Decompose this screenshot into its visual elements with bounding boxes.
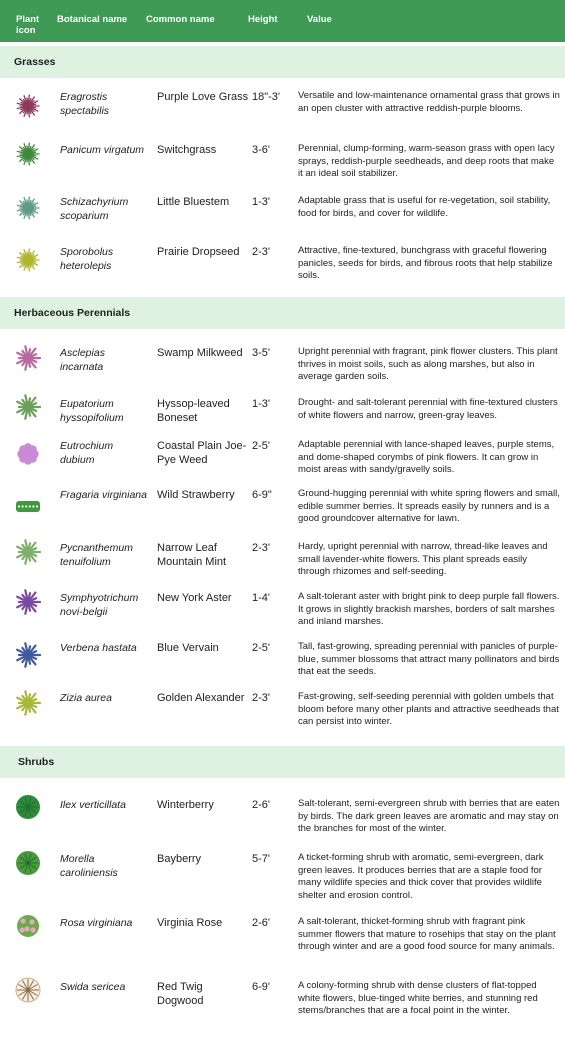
botanical-name: Panicum virgatum: [60, 144, 145, 156]
shrub-canopy-icon: [15, 794, 41, 825]
botanical-name: Eupatorium hyssopifolium: [60, 398, 124, 424]
grass-burst-icon: [15, 247, 41, 278]
common-name: Winterberry: [157, 799, 214, 811]
plant-value: Hardy, upright perennial with narrow, thread-like leaves and small lavender-white flowers. This plant spreads easily through rhizomes and self-seeding.: [298, 541, 548, 578]
common-name: Bayberry: [157, 853, 202, 865]
plant-value: Adaptable perennial with lance-shaped leaves, purple stems, and dome-shaped corymbs of pink flowers. It can grow in moist areas with sandy/gravelly soils.: [298, 439, 555, 476]
branch-shrub-icon: [15, 977, 41, 1008]
common-name: Coastal Plain Joe-Pye Weed: [157, 440, 247, 466]
table-header: [0, 0, 565, 42]
botanical-name: Eragrostis spectabilis: [60, 91, 110, 117]
plant-value: Upright perennial with fragrant, pink flower clusters. This plant thrives in moist soils, such as along marshes, but also in average garden soils.: [298, 346, 558, 383]
common-name: New York Aster: [157, 592, 232, 604]
shrub-canopy-icon: [15, 850, 41, 881]
flower-cluster-icon: [15, 441, 41, 472]
plant-value: Versatile and low-maintenance ornamental grass that grows in an open cluster with attractive reddish-purple blooms.: [298, 90, 560, 114]
botanical-name: Zizia aurea: [60, 692, 112, 704]
botanical-name: Rosa virginiana: [60, 917, 133, 929]
botanical-name: Fragaria virginiana: [60, 489, 147, 501]
plant-value: Attractive, fine-textured, bunchgrass with graceful flowering panicles, seeds for birds, and fibrous roots that help stabilize soils.: [298, 245, 553, 282]
common-name: Little Bluestem: [157, 196, 230, 208]
botanical-name: Eutrochium dubium: [60, 440, 114, 466]
grass-burst-icon: [15, 195, 41, 226]
plant-height: 2-6': [252, 917, 270, 929]
plant-value: Fast-growing, self-seeding perennial with golden umbels that bloom before many other plants and attractive seedheads that can persist into winter.: [298, 691, 559, 728]
plant-height: 6-9': [252, 981, 270, 993]
plant-value: A salt-tolerant, thicket-forming shrub with fragrant pink summer flowers that mature to rosehips that stay on the plant through winter and are a good food source for many animals.: [298, 916, 556, 953]
botanical-name: Morella caroliniensis: [60, 853, 118, 879]
plant-value: Drought- and salt-tolerant perennial with fine-textured clusters of white flowers and narrow, green-gray leaves.: [298, 397, 558, 421]
common-name: Swamp Milkweed: [157, 347, 243, 359]
common-name: Golden Alexander: [157, 692, 245, 704]
plant-value: Adaptable grass that is useful for re-vegetation, soil stability, food for birds, and cover for wildlife.: [298, 195, 551, 219]
plant-height: 2-5': [252, 642, 270, 654]
plant-height: 2-3': [252, 542, 270, 554]
plant-value: Salt-tolerant, semi-evergreen shrub with berries that are eaten by birds. The dark green leaves are aromatic and may stay on the branches for most of the winter.: [298, 798, 560, 835]
header-botanical-name: Botanical name: [57, 14, 128, 25]
grass-burst-icon: [15, 93, 41, 124]
plant-height: 6-9": [252, 489, 272, 501]
common-name: Switchgrass: [157, 144, 217, 156]
perennial-star-icon: [15, 539, 41, 570]
plant-height: 3-6': [252, 144, 270, 156]
common-name: Narrow Leaf Mountain Mint: [157, 542, 227, 568]
header-height: Height: [248, 14, 278, 25]
common-name: Blue Vervain: [157, 642, 219, 654]
botanical-name: Sporobolus heterolepis: [60, 246, 114, 272]
plant-value: Tall, fast-growing, spreading perennial with panicles of purple-blue, summer blossoms that attract many pollinators and birds that eat the seeds.: [298, 641, 560, 678]
header-plant-icon: Plant icon: [16, 14, 40, 36]
botanical-name: Pycnanthemum tenuifolium: [60, 542, 133, 568]
common-name: Hyssop-leaved Boneset: [157, 398, 230, 424]
plant-value: A salt-tolerant aster with bright pink to deep purple fall flowers. It grows in slightly brackish marshes, borders of salt marshes and inland marshes.: [298, 591, 560, 628]
plant-height: 18"-3': [252, 91, 281, 103]
groundcover-patch-icon: [15, 493, 41, 524]
perennial-star-icon: [15, 690, 41, 721]
plant-value: A colony-forming shrub with dense clusters of flat-topped white flowers, blue-tinged white berries, and stunning red stems/branches that are a focal point in the winter.: [298, 980, 538, 1017]
plant-height: 5-7': [252, 853, 270, 865]
botanical-name: Schizachyrium scoparium: [60, 196, 129, 222]
header-common-name: Common name: [146, 14, 215, 25]
plant-height: 3-5': [252, 347, 270, 359]
plant-height: 2-3': [252, 692, 270, 704]
plant-height: 2-3': [252, 246, 270, 258]
plant-height: 1-3': [252, 398, 270, 410]
common-name: Wild Strawberry: [157, 489, 235, 501]
botanical-name: Verbena hastata: [60, 642, 137, 654]
common-name: Purple Love Grass: [157, 91, 249, 103]
plant-value: Ground-hugging perennial with white spring flowers and small, edible summer berries. It spreads easily by runners and is a good groundcover alternative for lawn.: [298, 488, 560, 525]
plant-height: 2-6': [252, 799, 270, 811]
section-header: Grasses: [0, 46, 565, 78]
plant-value: Perennial, clump-forming, warm-season grass with open lacy sprays, reddish-purple seedheads, and deep roots that make it an ideal soil stabilizer.: [298, 143, 555, 180]
common-name: Red Twig Dogwood: [157, 981, 204, 1007]
botanical-name: Asclepias incarnata: [60, 347, 105, 373]
perennial-star-icon: [15, 345, 41, 376]
header-value: Value: [307, 14, 332, 25]
section-header: Shrubs: [0, 746, 565, 778]
perennial-star-icon: [15, 642, 41, 673]
plant-height: 2-5': [252, 440, 270, 452]
perennial-star-icon: [15, 589, 41, 620]
plant-height: 1-3': [252, 196, 270, 208]
section-header: Herbaceous Perennials: [0, 297, 565, 329]
perennial-star-icon: [15, 394, 41, 425]
plant-value: A ticket-forming shrub with aromatic, semi-evergreen, dark green leaves. It produces berries that are a staple food for many wildlife species and thick cover that provides wildlife shelter and erosion control.: [298, 852, 544, 901]
rose-shrub-icon: [15, 913, 41, 944]
common-name: Virginia Rose: [157, 917, 223, 929]
botanical-name: Swida sericea: [60, 981, 126, 993]
botanical-name: Ilex verticillata: [60, 799, 126, 811]
plant-height: 1-4': [252, 592, 270, 604]
grass-burst-icon: [15, 141, 41, 172]
botanical-name: Symphyotrichum novi-belgii: [60, 592, 139, 618]
common-name: Prairie Dropseed: [157, 246, 240, 258]
